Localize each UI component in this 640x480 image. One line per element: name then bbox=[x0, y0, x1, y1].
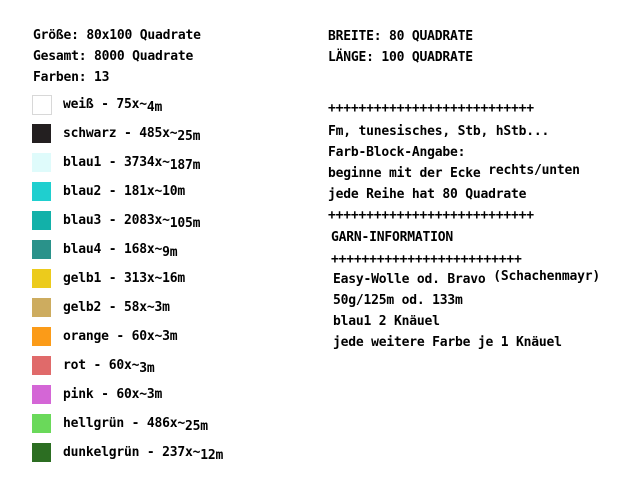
start-corner-line: beginne mit der Ecke rechts/unten bbox=[328, 163, 580, 181]
stitch-line: Fm, tunesisches, Stb, hStb... bbox=[328, 124, 550, 139]
separator-2: +++++++++++++++++++++++++++ bbox=[328, 208, 534, 223]
garn-heading: GARN-INFORMATION bbox=[331, 230, 454, 245]
other-colors-skeins-line: jede weitere Farbe je 1 Knäuel bbox=[333, 335, 562, 350]
color-swatch-gelb2 bbox=[32, 298, 51, 317]
color-label-blau4: blau4 - 168x~9m bbox=[63, 242, 178, 260]
color-swatch-blau3 bbox=[32, 211, 51, 230]
color-label-weiss: weiß - 75x~4m bbox=[63, 97, 163, 115]
color-swatch-gelb1 bbox=[32, 269, 51, 288]
color-swatch-hellgruen bbox=[32, 414, 51, 433]
color-swatch-blau2 bbox=[32, 182, 51, 201]
colors-count-line: Farben: 13 bbox=[33, 70, 110, 85]
color-swatch-blau1 bbox=[32, 153, 51, 172]
color-label-dunkelgruen: dunkelgrün - 237x~12m bbox=[63, 445, 224, 463]
breite-line: BREITE: 80 QUADRATE bbox=[328, 29, 473, 44]
color-swatch-pink bbox=[32, 385, 51, 404]
color-label-blau2: blau2 - 181x~10m bbox=[63, 184, 186, 199]
row-count-line: jede Reihe hat 80 Quadrate bbox=[328, 187, 527, 202]
color-swatch-blau4 bbox=[32, 240, 51, 259]
yarn-weight-line: 50g/125m od. 133m bbox=[333, 293, 463, 308]
farb-block-line: Farb-Block-Angabe: bbox=[328, 145, 466, 160]
color-swatch-dunkelgruen bbox=[32, 443, 51, 462]
laenge-line: LÄNGE: 100 QUADRATE bbox=[328, 50, 473, 65]
color-label-schwarz: schwarz - 485x~25m bbox=[63, 126, 201, 144]
color-label-gelb1: gelb1 - 313x~16m bbox=[63, 271, 186, 286]
color-label-pink: pink - 60x~3m bbox=[63, 387, 163, 402]
size-line: Größe: 80x100 Quadrate bbox=[33, 28, 201, 43]
color-swatch-rot bbox=[32, 356, 51, 375]
color-label-gelb2: gelb2 - 58x~3m bbox=[63, 300, 170, 315]
total-line: Gesamt: 8000 Quadrate bbox=[33, 49, 194, 64]
separator-1: +++++++++++++++++++++++++++ bbox=[328, 101, 534, 116]
separator-3: +++++++++++++++++++++++++ bbox=[331, 252, 522, 267]
color-swatch-weiss bbox=[32, 95, 52, 115]
color-swatch-orange bbox=[32, 327, 51, 346]
color-label-hellgruen: hellgrün - 486x~25m bbox=[63, 416, 208, 434]
color-label-rot: rot - 60x~3m bbox=[63, 358, 155, 376]
yarn-brand-line: Easy-Wolle od. Bravo (Schachenmayr) bbox=[333, 269, 600, 287]
color-label-blau3: blau3 - 2083x~105m bbox=[63, 213, 201, 231]
color-label-orange: orange - 60x~3m bbox=[63, 329, 178, 344]
color-swatch-schwarz bbox=[32, 124, 51, 143]
color-label-blau1: blau1 - 3734x~187m bbox=[63, 155, 201, 173]
blau1-skeins-line: blau1 2 Knäuel bbox=[333, 314, 440, 329]
